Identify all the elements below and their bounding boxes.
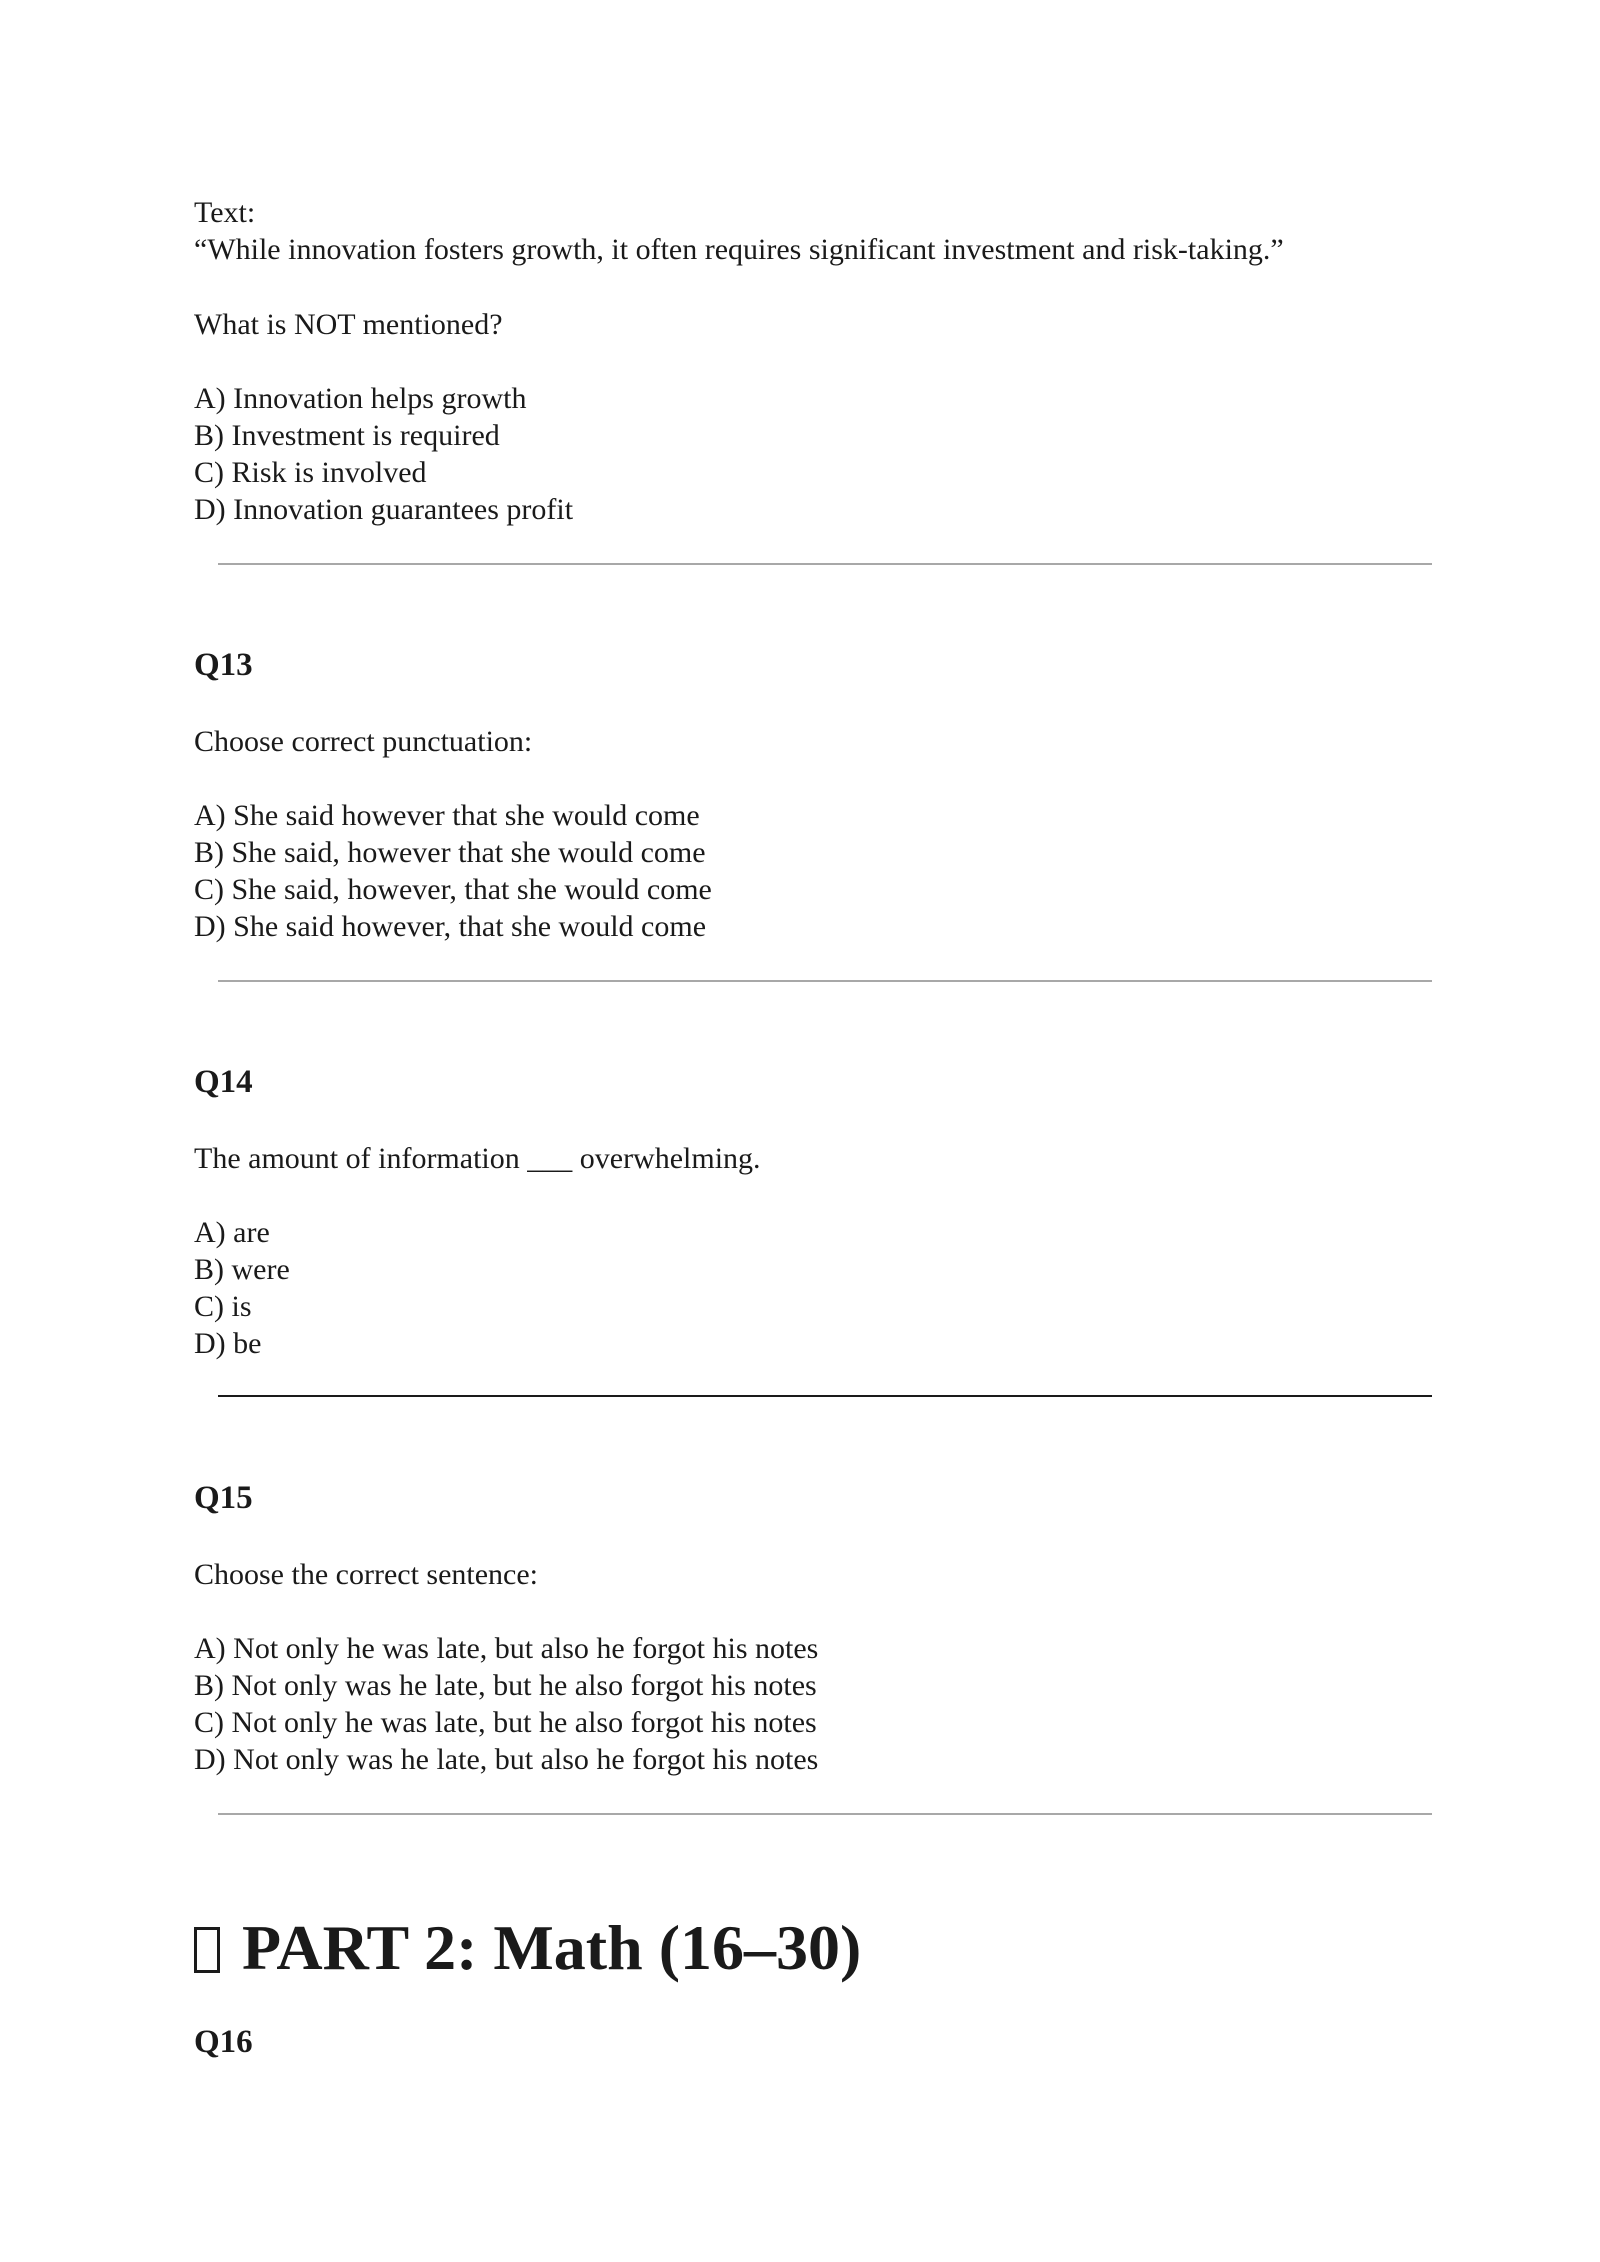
question-text: The amount of information ___ overwhelming. — [194, 1142, 761, 1175]
missing-glyph-icon — [194, 1927, 220, 1973]
option-a: A) Innovation helps growth — [194, 382, 527, 415]
option-b: B) She said, however that she would come — [194, 836, 706, 869]
option-a: A) Not only he was late, but also he forgot his notes — [194, 1632, 819, 1665]
section-divider — [218, 1395, 1432, 1397]
question-text: Choose the correct sentence: — [194, 1558, 539, 1591]
question-label-q15: Q15 — [194, 1480, 253, 1516]
option-a: A) She said however that she would come — [194, 799, 700, 832]
question-text: Choose correct punctuation: — [194, 725, 533, 758]
section-divider — [218, 980, 1432, 982]
option-c: C) She said, however, that she would come — [194, 873, 712, 906]
part-heading — [194, 1910, 861, 1986]
option-d: D) be — [194, 1327, 262, 1360]
option-d: D) Not only was he late, but also he forgot his notes — [194, 1743, 819, 1776]
option-c: C) Risk is involved — [194, 456, 427, 489]
question-label-q13: Q13 — [194, 647, 253, 683]
section-divider — [218, 563, 1432, 565]
question-text: What is NOT mentioned? — [194, 308, 503, 341]
question-label-q16: Q16 — [194, 2024, 253, 2060]
option-d: D) She said however, that she would come — [194, 910, 707, 943]
question-label-q14: Q14 — [194, 1064, 253, 1100]
option-b: B) were — [194, 1253, 290, 1286]
quote-text: “While innovation fosters growth, it often requires significant investment and risk-taking.” — [194, 233, 1284, 266]
part-heading-text: PART 2: Math (16–30) — [242, 1912, 862, 1983]
option-b: B) Not only was he late, but he also forgot his notes — [194, 1669, 817, 1702]
section-divider — [218, 1813, 1432, 1815]
option-d: D) Innovation guarantees profit — [194, 493, 574, 526]
option-b: B) Investment is required — [194, 419, 500, 452]
text-label: Text: — [194, 196, 256, 229]
option-c: C) Not only he was late, but he also forgot his notes — [194, 1706, 817, 1739]
option-c: C) is — [194, 1290, 252, 1323]
option-a: A) are — [194, 1216, 270, 1249]
